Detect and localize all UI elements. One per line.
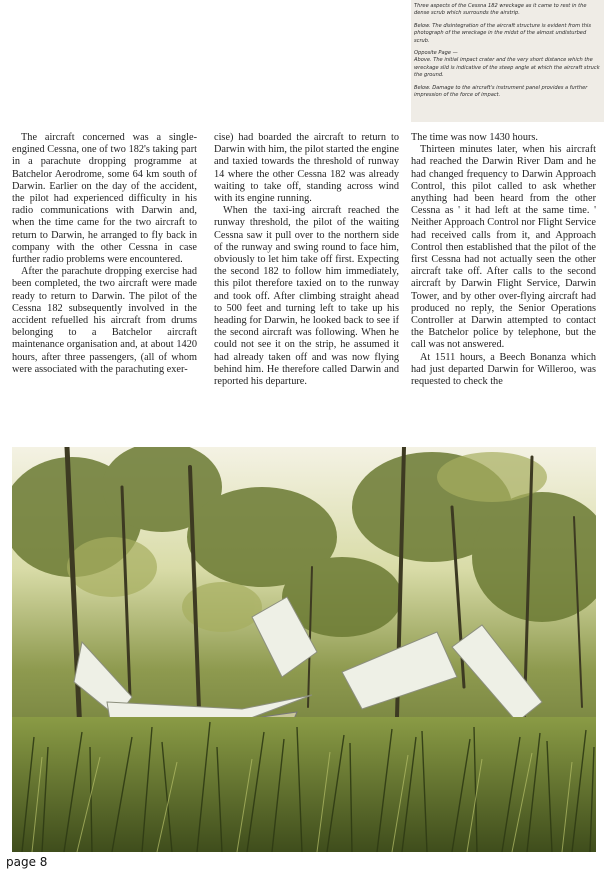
paragraph: After the parachute dropping exercise had been completed, the two aircraft were made ready to return to Darwin. The pilot of the Cessna 182 subsequently involved in the accident refuelled his aircraft from drums belonging to a Batchelor aircraft maintenance organisation and, at about 1420 hours, after three passengers, (all of whom were associated with the parachuting exer- bbox=[12, 266, 197, 375]
caption-top-1: Three aspects of the Cessna 182 wreckage as it came to rest in the dense scrub which surrounds the airstrip. bbox=[414, 3, 587, 17]
article-column-3 bbox=[411, 132, 596, 432]
caption-opposite-heading: Opposite Page — bbox=[414, 50, 458, 57]
wreckage-photo bbox=[12, 447, 596, 852]
photo-captions bbox=[411, 0, 604, 122]
paragraph: The aircraft concerned was a single-engined Cessna, one of two 182's taking part in a parachute dropping programme at Batchelor Aerodrome, some 64 km south of Darwin. Earlier on the day of the accident, the pilot had experienced difficulty in his radio communications with Darwin and, when the time came for the two aircraft to return to Darwin, he arranged to fly back in company with the other Cessna in case further radio problems were encountered. bbox=[12, 132, 197, 266]
paragraph: At 1511 hours, a Beech Bonanza which had just departed Darwin for Willeroo, was requested to check the bbox=[411, 351, 596, 388]
paragraph: When the taxi-ing aircraft reached the runway threshold, the pilot of the waiting Cessna saw it pull over to the northern side of the runway and swing round to face him, obviously to let him take off first. Expecting the second 182 to follow him immediately, this pilot therefore taxied on to the runway and took off. After climbing straight ahead to 500 feet and turning left to take up his heading for Darwin, he looked back to see if the second aircraft was following. When he could not see it on the strip, he assumed it had already taken off and was now flying behind him. He therefore called Darwin and reported his departure. bbox=[214, 205, 399, 388]
article-column-1 bbox=[12, 132, 197, 432]
paragraph: Thirteen minutes later, when his aircraft had reached the Darwin River Dam and he had changed frequency to Darwin Approach Control, this pilot called to ask whether anything had been heard from the other Cessna as ' it had left at the same time. ' Neither Approach Control nor Flight Service had received calls from it, and Approach Control then established that the pilot of the first Cessna had not actually seen the other aircraft take off. After calls to the second aircraft by Darwin Flight Service, Darwin Tower, and by other over-flying aircraft had produced no reply, the Senior Operations Controller at Darwin attempted to contact the Batchelor police by telephone, but the call was not answered. bbox=[411, 144, 596, 351]
page-number: page 8 bbox=[6, 855, 48, 869]
paragraph: cise) had boarded the aircraft to return to Darwin with him, the pilot started the engine and taxied towards the threshold of runway 14 where the other Cessna 182 was already waiting to take off, standing across wind with its engine running. bbox=[214, 132, 399, 205]
article-column-2 bbox=[214, 132, 399, 432]
caption-opposite-1: Above. The initial impact crater and the very short distance which the wreckage slid is indicative of the steep angle at which the aircraft struck the ground. bbox=[414, 57, 600, 79]
caption-top-2: Below. The disintegration of the aircraft structure is evident from this photograph of the wreckage in the midst of the almost undisturbed scrub. bbox=[414, 22, 591, 44]
paragraph: The time was now 1430 hours. bbox=[411, 132, 538, 143]
caption-opposite-2: Below. Damage to the aircraft's instrument panel provides a further impression of the force of impact. bbox=[414, 84, 588, 99]
